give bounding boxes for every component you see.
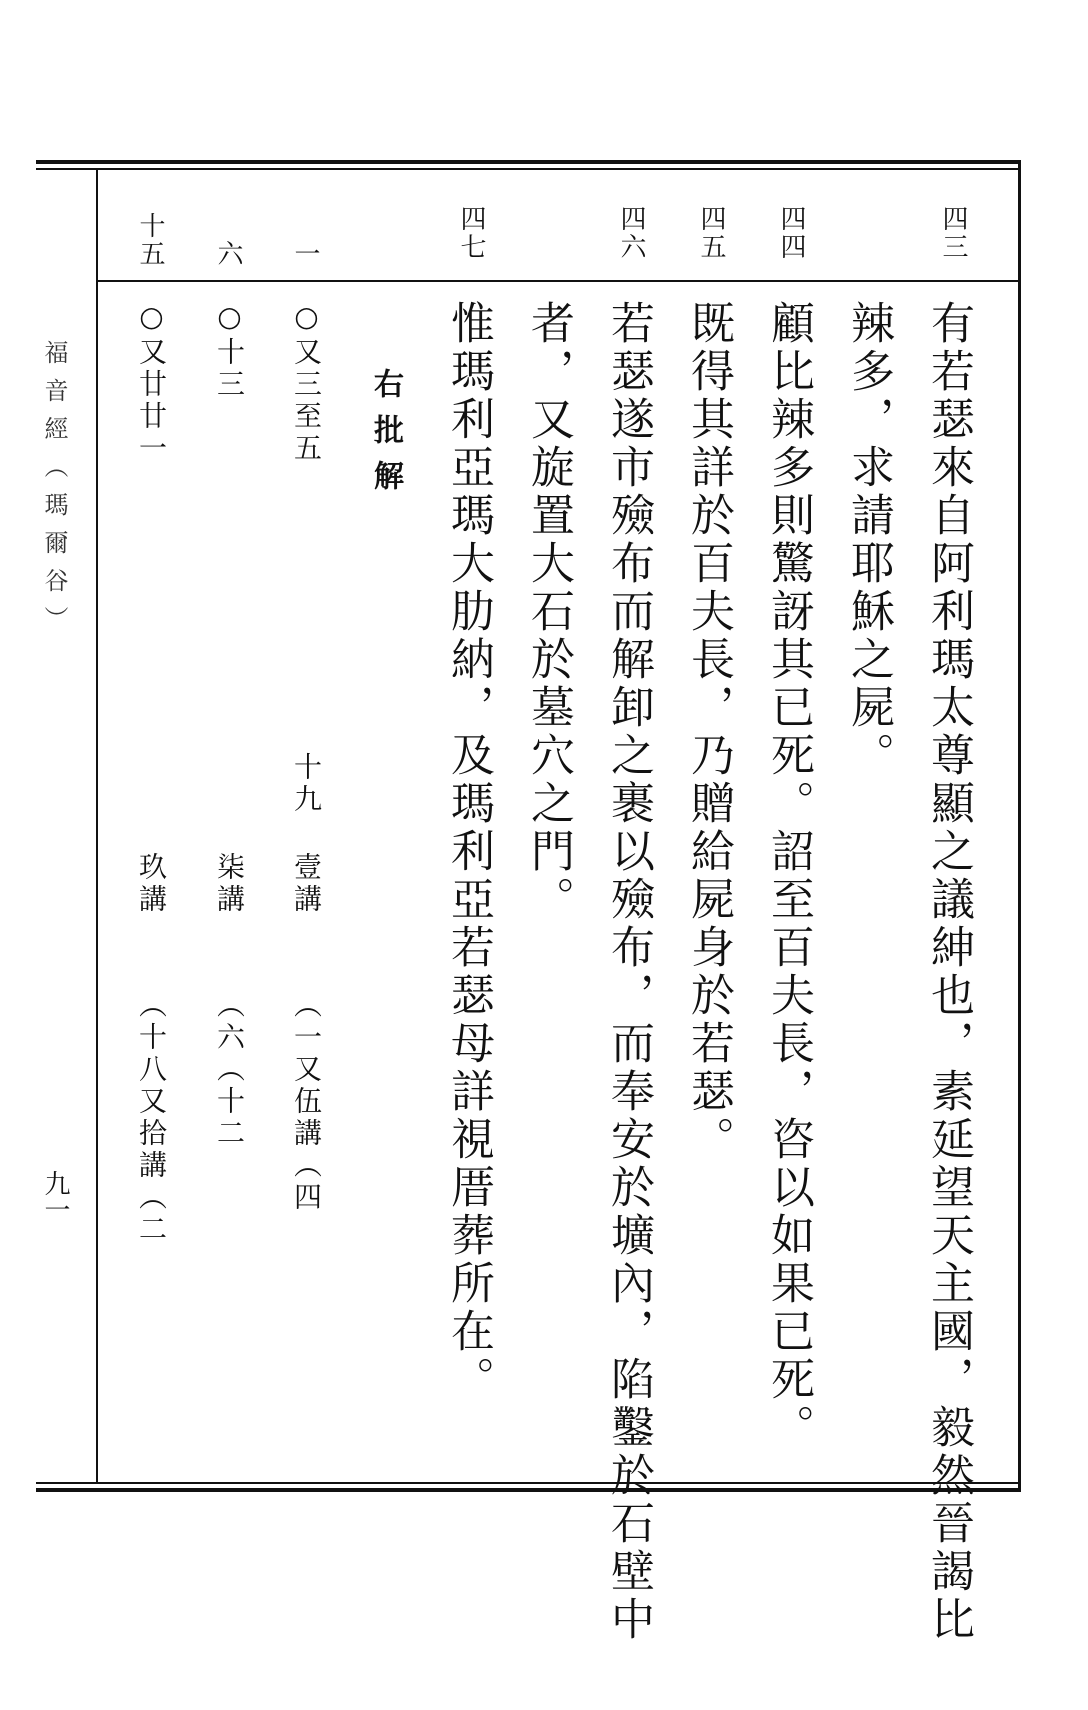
comma: ，: [523, 348, 574, 396]
verse-44-text-a: 顧比辣多則驚訝其已死: [763, 300, 814, 780]
ref-number-15: 十五: [135, 212, 165, 268]
verse-46-column-1: [603, 300, 654, 1644]
verse-46-continuation-a: 者: [523, 300, 574, 348]
period: 。: [763, 780, 814, 828]
top-frame-rule: [36, 160, 1021, 170]
period: 。: [763, 1404, 814, 1452]
ref-column-2-a: ○十三: [213, 300, 246, 401]
verse-47-column: [443, 300, 494, 1404]
comma: ，: [603, 1308, 654, 1356]
ref-column-1-c: 壹講: [290, 852, 323, 916]
ref-column-3-c: （十八又拾講（二: [135, 990, 168, 1246]
ref-column-3-a: ○又廿廿一: [135, 300, 168, 465]
comma: ，: [923, 1356, 974, 1404]
verse-44-text-b: 詔至百夫長: [763, 828, 814, 1068]
comma: ，: [763, 1068, 814, 1116]
left-frame-rule: [96, 170, 98, 1482]
verse-46-text-c: 陷鑿於石壁中: [603, 1356, 654, 1644]
comma: ，: [443, 684, 494, 732]
comma: ，: [923, 1020, 974, 1068]
comma: ，: [603, 972, 654, 1020]
verse-43-text-b: 尊顯之議紳也: [923, 732, 974, 1020]
ref-number-6: 六: [213, 240, 243, 268]
verse-44-text-c: 咨以如果已死: [763, 1116, 814, 1404]
verse-47-text-a: 惟瑪利亞瑪大肋納: [443, 300, 494, 684]
verse-46-text-a: 若瑟遂市殮布而解卸之裹以殮布: [603, 300, 654, 972]
ref-number-1: 一: [290, 240, 320, 268]
ref-column-1-a: ○又三至五: [290, 300, 323, 465]
verse-43-column-1: [923, 300, 974, 1644]
verse-43-text-d: 毅然晉謁比: [923, 1404, 974, 1644]
verse-number-47: 四七: [456, 205, 486, 261]
ref-column-3-b: 玖講: [135, 852, 168, 916]
verse-44-column: [763, 300, 814, 1452]
comma: ，: [683, 684, 734, 732]
verse-45-text-a: 既得其詳於百夫長: [683, 300, 734, 684]
verse-47-text-b: 及瑪利亞若瑟母詳視厝葬所在: [443, 732, 494, 1356]
verse-number-44: 四四: [776, 205, 806, 261]
ref-column-1-d: （一又伍講（四: [290, 990, 323, 1214]
verse-43-text-e: 求請耶穌之屍: [843, 444, 894, 732]
period: 。: [683, 1116, 734, 1164]
verse-43-text-c: 素延望天主國: [923, 1068, 974, 1356]
ref-column-1-b: 十九: [290, 752, 323, 816]
comma: ，: [843, 396, 894, 444]
section-title: 右批解: [368, 368, 403, 506]
verse-number-45: 四五: [696, 205, 726, 261]
verse-number-divider: [96, 280, 1020, 282]
verse-46-text-b: 而奉安於壙內: [603, 1020, 654, 1308]
right-frame-rule: [1018, 160, 1021, 1492]
verse-46-continuation-b: 又旋置大石於墓穴之門: [523, 396, 574, 876]
verse-number-43: 四三: [938, 205, 968, 261]
period: 。: [443, 1356, 494, 1404]
ref-column-2-c: （六（十二: [213, 990, 246, 1150]
ref-column-2-b: 柒講: [213, 852, 246, 916]
verse-43-column-2: [843, 300, 894, 780]
running-title: 福音經（瑪爾谷）: [40, 340, 68, 644]
verse-number-46: 四六: [616, 205, 646, 261]
verse-45-column: [683, 300, 734, 1164]
verse-45-text-b: 乃贈給屍身於若瑟: [683, 732, 734, 1116]
period: 。: [843, 732, 894, 780]
verse-43-text-a: 有若瑟來自阿利瑪太: [923, 300, 974, 732]
page-number: 九一: [40, 1170, 70, 1222]
verse-43-continuation: 辣多: [843, 300, 894, 396]
period: 。: [523, 876, 574, 924]
verse-46-column-2: [523, 300, 574, 924]
bottom-frame-rule: [36, 1482, 1021, 1492]
